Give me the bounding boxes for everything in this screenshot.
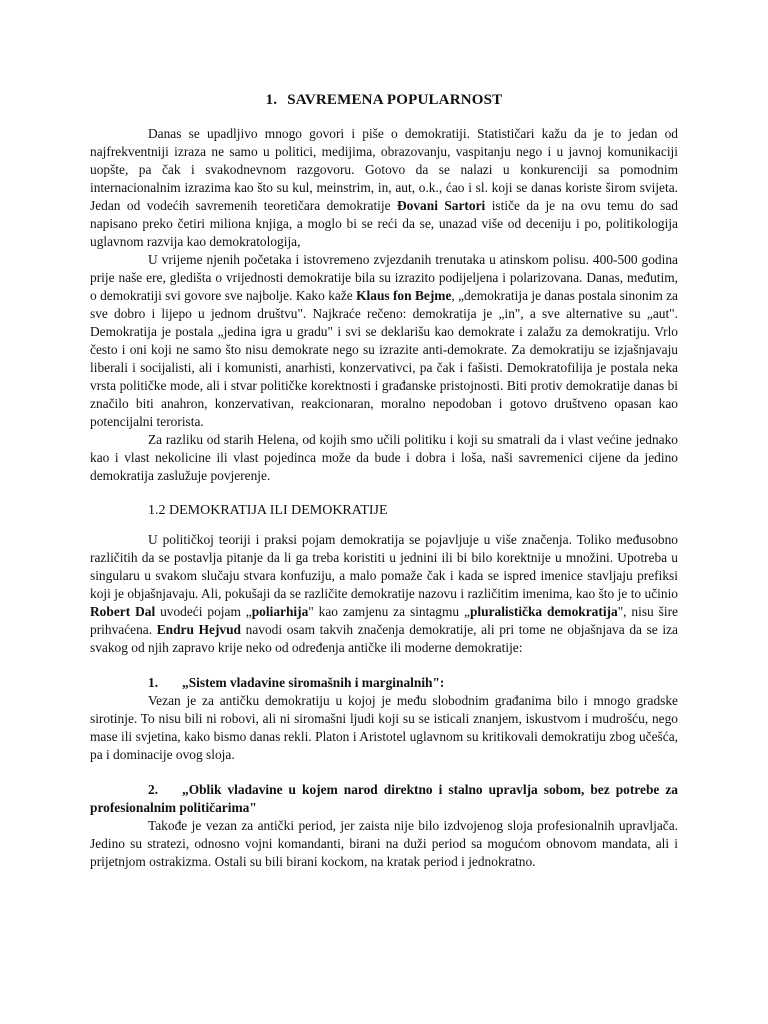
list-item-number: 1.	[148, 675, 159, 690]
paragraph-4	[90, 531, 678, 657]
author-name-sartori: Đovani Sartori	[397, 198, 486, 213]
list-item-2-body: Takođe je vezan za antički period, jer zaista nije bilo izdvojenog sloja profesionalnih upravljača. Jedino su stratezi, odnosno vojni komandanti, birani na duži period sa mogućom obnovom mandata, ali i prijetnjom ostrakizma. Ostali su bili birani kockom, na kratak period i jednokratno.	[90, 818, 678, 869]
text-run: navodi osam takvih značenja demokratije, ali pri tome ne objašnjava da se iza svakog od njih zapravo krije neko od određenja antičke ili moderne demokratije:	[90, 622, 678, 655]
list-item-title-text: „Sistem vladavine siromašnih i marginalnih":	[182, 675, 445, 690]
list-item-1-body: Vezan je za antičku demokratiju u kojoj je među slobodnim građanima bilo i mnogo gradske sirotinje. To nisu bili ni robovi, ali ni siromašni ljudi koji su se isticali znanjem, iskustvom i mudrošću, nego mase ili svjetina, kako bismo danas rekli. Platon i Aristotel uglavnom su kritikovali demokratiju zbog učešća, pa i dominacije ovog sloja.	[90, 693, 678, 762]
term-pluralisticka: pluralistička demokratija	[469, 604, 618, 619]
text-run: " kao zamjenu za sintagmu „	[308, 604, 470, 619]
text-run: Danas se upadljivo mnogo govori i piše o demokratiji. Statističari kažu da je to jedan od najfrekventniji izraza ne samo u politici, medijima, obrazovanju, vaspitanju nego i u javnoj komunikaciji uopšte, pa čak i svakodnevnom razgovoru. Gotovo da se nalazi u konkurenciji sa pomodnim internacionalnim izrazima kao što su kul, meinstrim, in, aut, o.k., ćao i sl. koji se danas koriste širom svijeta. Jedan od vodećih savremenih teoretičara demokratije	[90, 126, 678, 213]
section-heading: 1.2 DEMOKRATIJA ILI DEMOKRATIJE	[148, 503, 388, 518]
chapter-title: SAVREMENA POPULARNOST	[287, 92, 503, 108]
chapter-heading	[90, 92, 678, 109]
author-name-dal: Robert Dal	[90, 604, 156, 619]
list-item-1-title	[90, 674, 678, 692]
list-item-title-text: „Oblik vladavine u kojem narod direktno i stalno upravlja sobom, bez potrebe za profesionalnim političarima"	[90, 782, 678, 815]
paragraph-3: Za razliku od starih Helena, od kojih smo učili politiku i koji su smatrali da i vlast većine jednako kao i vlast nekolicine ili vlast pojedinca može da bude i dobra i loša, naši savremenici cijene da jedino demokratija zaslužuje povjerenje.	[90, 432, 678, 483]
list-item-2-title	[90, 781, 678, 817]
paragraph-1	[90, 125, 678, 251]
paragraph-2	[90, 251, 678, 431]
author-name-hejvud: Endru Hejvud	[156, 622, 242, 637]
text-run: U političkoj teoriji i praksi pojam demokratija se pojavljuje u više značenja. Toliko međusobno različitih da se postavlja pitanje da li ga treba koristiti u jednini ili bi bilo korektnije u množini. Upotreba u singularu u svakom slučaju stvara konfuziju, a malo pomaže čak i kada se ispred imenice stavljaju prefiksi koji je objašnjavaju. Ali, pokušaji da se različite demokratije nazovu i različitim imenima, kao što je to učinio	[90, 532, 678, 601]
text-run: U vrijeme njenih početaka i istovremeno zvjezdanih trenutaka u atinskom polisu. 400-500 godina prije naše ere, gledišta o vrijednosti demokratije bila su izrazito podijeljena i polarizovana. Danas, međutim, o demokratiji svi govore sve najbolje. Kako kaže	[90, 252, 678, 303]
text-run: uvodeći pojam „	[155, 604, 252, 619]
text-run: ", nisu šire prihvaćena.	[90, 604, 679, 637]
text-run: , „demokratija je danas postala sinonim za sve dobro i lijepo u jednom društvu". Najkraće rečeno: demokratija je „in", a sve alternative su „aut". Demokratija je postala „jedina igra u gradu" i svi se deklarišu kao demokrate i zalažu za demokratiju. Vrlo često i oni koji ne samo što nisu demokrate nego su izrazite anti-demokrate. Za demokratiju se izjašnjavaju liberali i socijalisti, ali i komunisti, anarhisti, konzervativci, pa čak i fašisti. Demokratofilija je postala neka vrsta političke mode, ali i stvar političke korektnosti i građanske pristojnosti. Biti protiv demokratije danas bi značilo biti anahron, konzervativan, reakcionaran, moralno nepodoban i gotovo društveno opasan kao potencijalni terorista.	[90, 288, 679, 429]
author-name-bejme: Klaus fon Bejme	[356, 288, 452, 303]
text-run: ističe da je na ovu temu do sad napisano preko četiri miliona knjiga, a moglo bi se reći da se, unazad više od deceniju i po, politikologija uglavnom razvija kao demokratologija,	[90, 198, 678, 249]
term-poliarhija: poliarhija	[251, 604, 309, 619]
list-item-number: 2.	[148, 782, 159, 797]
chapter-number: 1.	[265, 92, 278, 108]
